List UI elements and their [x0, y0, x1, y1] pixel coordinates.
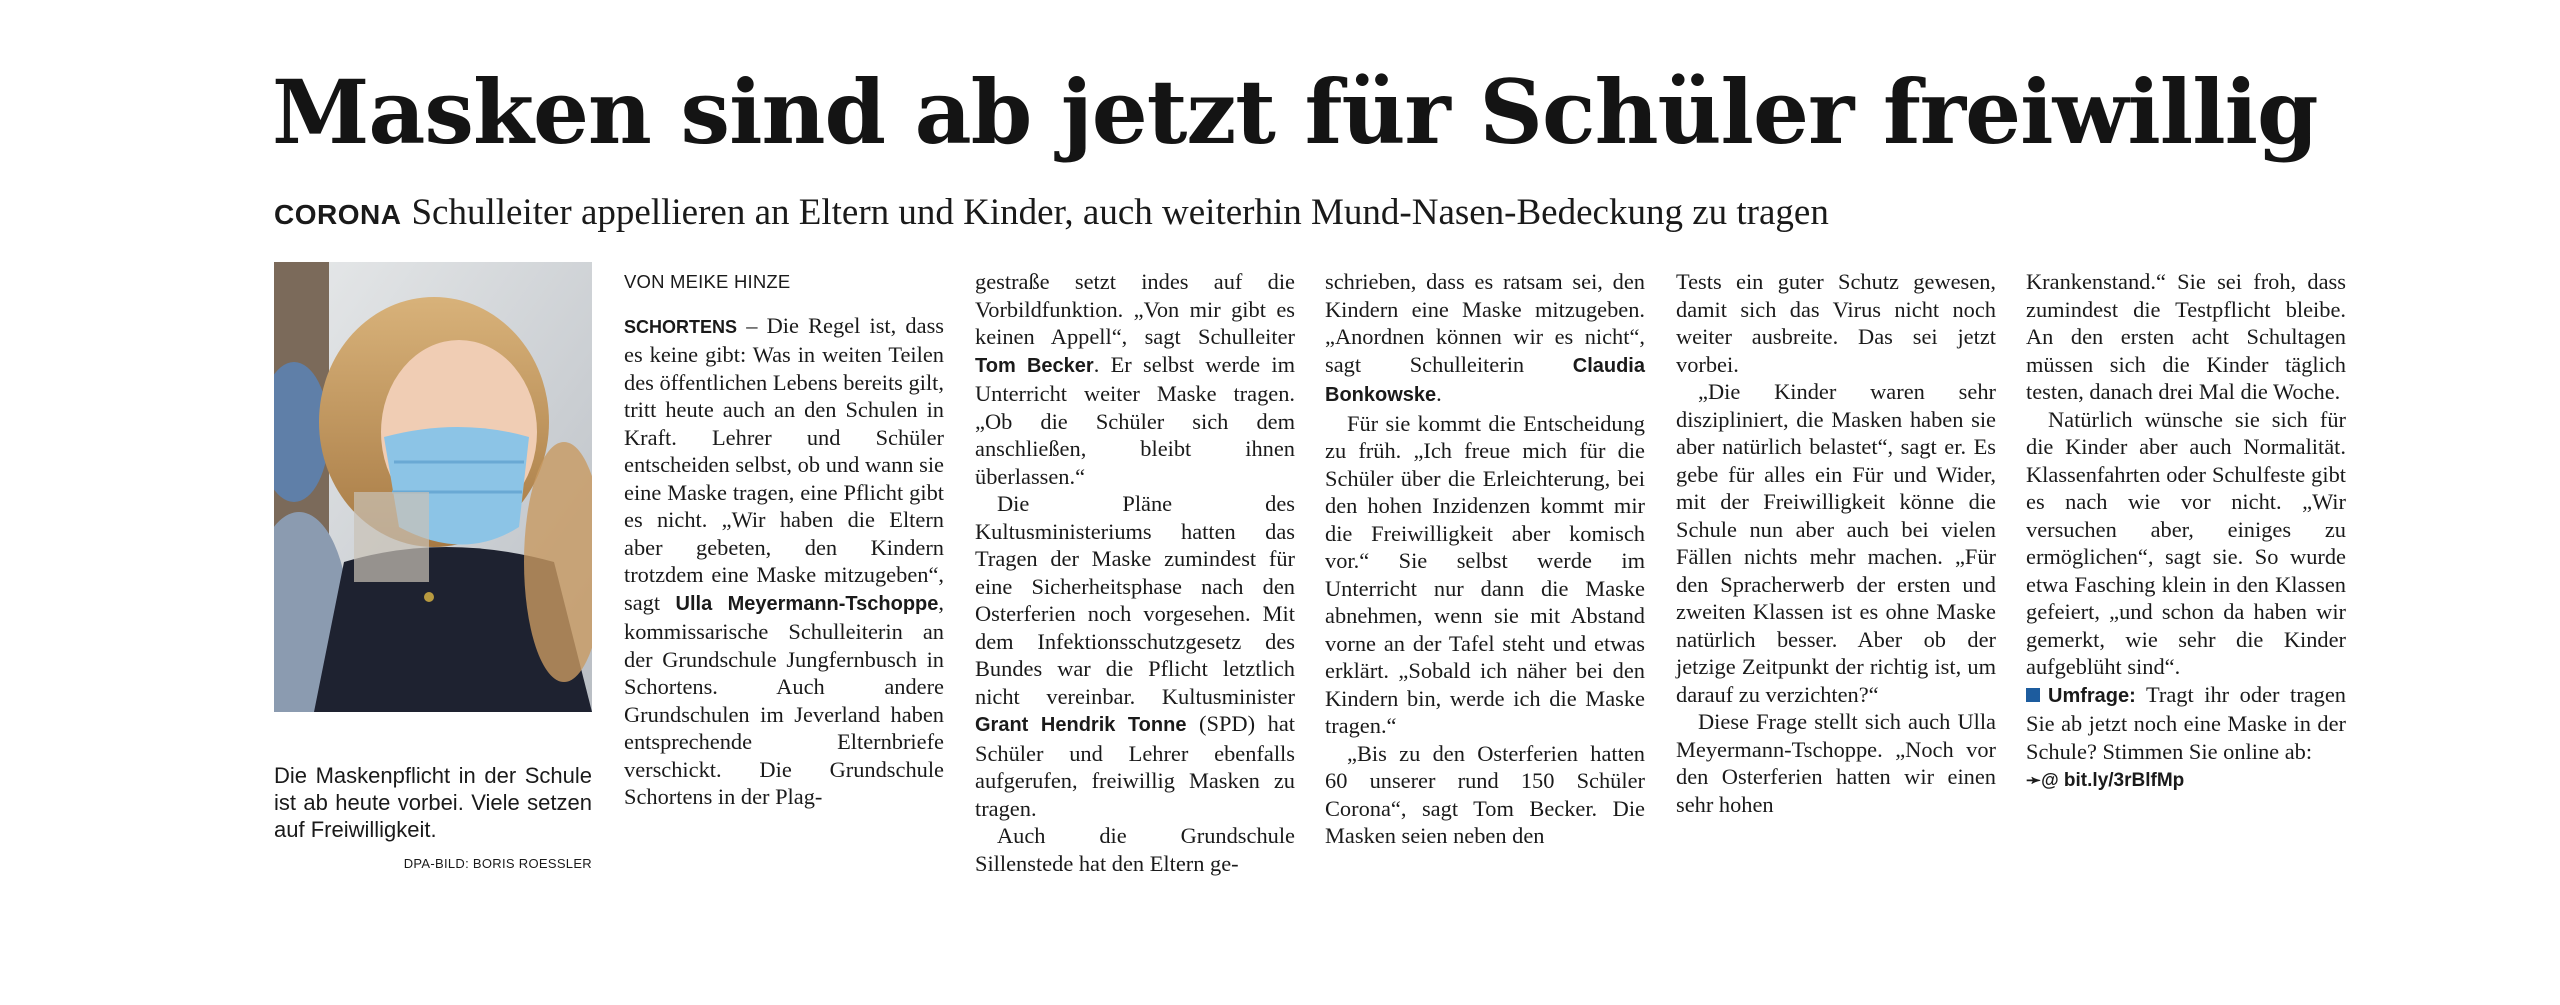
arrow-at-icon: ➛@ [2026, 770, 2059, 790]
article-column-3 [1325, 268, 1645, 850]
survey-link[interactable] [2026, 767, 2346, 795]
paragraph: Natürlich wünsche sie sich für die Kinder aber auch Normalität. Klassenfahrten oder Schulfeste gibt es nach wie vor nicht. „Wir versuchen aber, einiges zu ermöglichen“, sagt sie. So wurde etwa Fasching klein in den Klassen gefeiert, „und schon da haben wir gemerkt, wie sehr die Kinder aufgeblüht sind“. [2026, 406, 2346, 679]
dateline: SCHORTENS [624, 316, 738, 337]
survey-link-text[interactable]: bit.ly/3rBlfMp [2063, 770, 2185, 791]
byline: VON MEIKE HINZE [624, 271, 791, 292]
person-name: Grant Hendrik Tonne [975, 714, 1187, 736]
subheadline: Schulleiter appellieren an Eltern und Kinder, auch weiterhin Mund-Nasen-Bedeckung zu tragen [411, 192, 1829, 233]
person-name: Claudia Bonkowske [1325, 354, 1645, 406]
caption-text: Die Maskenpflicht in der Schule ist ab heute vorbei. Viele setzen auf Freiwilligkeit. [274, 763, 592, 842]
paragraph: „Bis zu den Osterferien hatten 60 unserer rund 150 Schüler Corona“, sagt Tom Becker. Die Masken seien neben den [1325, 740, 1645, 848]
square-bullet-icon [2026, 688, 2040, 702]
paragraph: Diese Frage stellt sich auch Ulla Meyermann-Tschoppe. „Noch vor den Osterferien hatten wir einen sehr hohen [1676, 709, 1996, 817]
survey-box [2026, 681, 2346, 766]
article-column-4 [1676, 268, 1996, 818]
photo-credit: DPA-BILD: BORIS ROESSLER [403, 856, 592, 871]
article-column-1 [624, 268, 944, 811]
paragraph: SCHORTENS – Die Regel ist, dass es keine gibt: Was in weiten Teilen des öffentlichen Lebens bereits gilt, tritt heute auch an den Schulen in Kraft. Lehrer und Schüler entscheiden selbst, ob und wann sie eine Maske tragen, eine Pflicht gibt es nicht. „Wir haben die Eltern aber gebeten, den Kindern trotzdem eine Maske mitzugeben“, sagt Ulla Meyermann-Tschoppe, kommissarische Schulleiterin an der Grundschule Jungfernbusch in Schortens. Auch andere Grundschulen im Jeverland haben entsprechende Elternbriefe verschickt. Die Grundschule Schortens in der Plag- [624, 312, 944, 809]
headline: Masken sind ab jetzt für Schüler freiwillig [272, 60, 2318, 164]
paragraph: schrieben, dass es ratsam sei, den Kindern eine Maske mitzugeben. „Anordnen können wir es nicht“, sagt Schulleiterin Claudia Bonkowske. [1325, 269, 1645, 406]
paragraph: Auch die Grundschule Sillenstede hat den Eltern ge- [975, 823, 1295, 876]
article-column-5 [2026, 268, 2346, 795]
survey-label: Umfrage: [2048, 684, 2136, 707]
paragraph: Die Pläne des Kultusministeriums hatten das Tragen der Maske zumindest für eine Sicherheitsphase nach den Osterferien noch vorgesehen. Mit dem Infektionsschutzgesetz des Bundes war die Pflicht letztlich nicht vereinbar. Kultusminister Grant Hendrik Tonne (SPD) hat Schüler und Lehrer ebenfalls aufgerufen, freiwillig Masken zu tragen. [975, 491, 1295, 821]
subheadline-row [274, 190, 2474, 238]
paragraph: gestraße setzt indes auf die Vorbildfunktion. „Von mir gibt es keinen Appell“, sagt Schulleiter Tom Becker. Er selbst werde im Unterricht weiter Maske tragen. „Ob die Schüler sich dem anschließen, bleibt ihnen überlassen.“ [975, 269, 1295, 489]
paragraph: „Die Kinder waren sehr diszipliniert, die Masken haben sie aber natürlich belastet“, sagt er. Es gebe für alles ein Für und Wider, mit der Freiwilligkeit könne die Schule nun aber auch bei vielen Fällen nichts mehr machen. „Für den Spracherwerb der ersten und zweiten Klassen ist es ohne Maske natürlich besser. Aber ob der jetzige Zeitpunkt der richtig ist, um darauf zu verzichten?“ [1676, 379, 1996, 707]
survey-text: Tragt ihr oder tragen Sie ab jetzt noch eine Maske in der Schule? Stimmen Sie online ab: [2026, 681, 2346, 764]
kicker: CORONA [274, 199, 402, 230]
paragraph: Tests ein guter Schutz gewesen, damit sich das Virus nicht noch weiter ausbreite. Das sei jetzt vorbei. [1676, 269, 1996, 377]
person-name: Tom Becker [975, 354, 1094, 377]
paragraph: Krankenstand.“ Sie sei froh, dass zumindest die Testpflicht bleibe. An den ersten acht Schultagen müssen sich die Kinder täglich testen, danach drei Mal die Woche. [2026, 269, 2346, 404]
photo-caption [274, 762, 592, 877]
paragraph: Für sie kommt die Entscheidung zu früh. „Ich freue mich für die Schüler über die Erleichterung, bei den hohen Inzidenzen kommt mir die Freiwilligkeit aber komisch vor.“ Sie selbst werde im Unterricht nur dann die Maske abnehmen, wenn sie mit Abstand vorne an der Tafel steht und etwas erklärt. „Sobald ich näher bei den Kindern bin, werde ich die Maske tragen.“ [1325, 410, 1645, 738]
person-name: Ulla Meyermann-Tschoppe [675, 592, 939, 615]
article-column-2 [975, 268, 1295, 877]
article-photo [274, 262, 592, 712]
